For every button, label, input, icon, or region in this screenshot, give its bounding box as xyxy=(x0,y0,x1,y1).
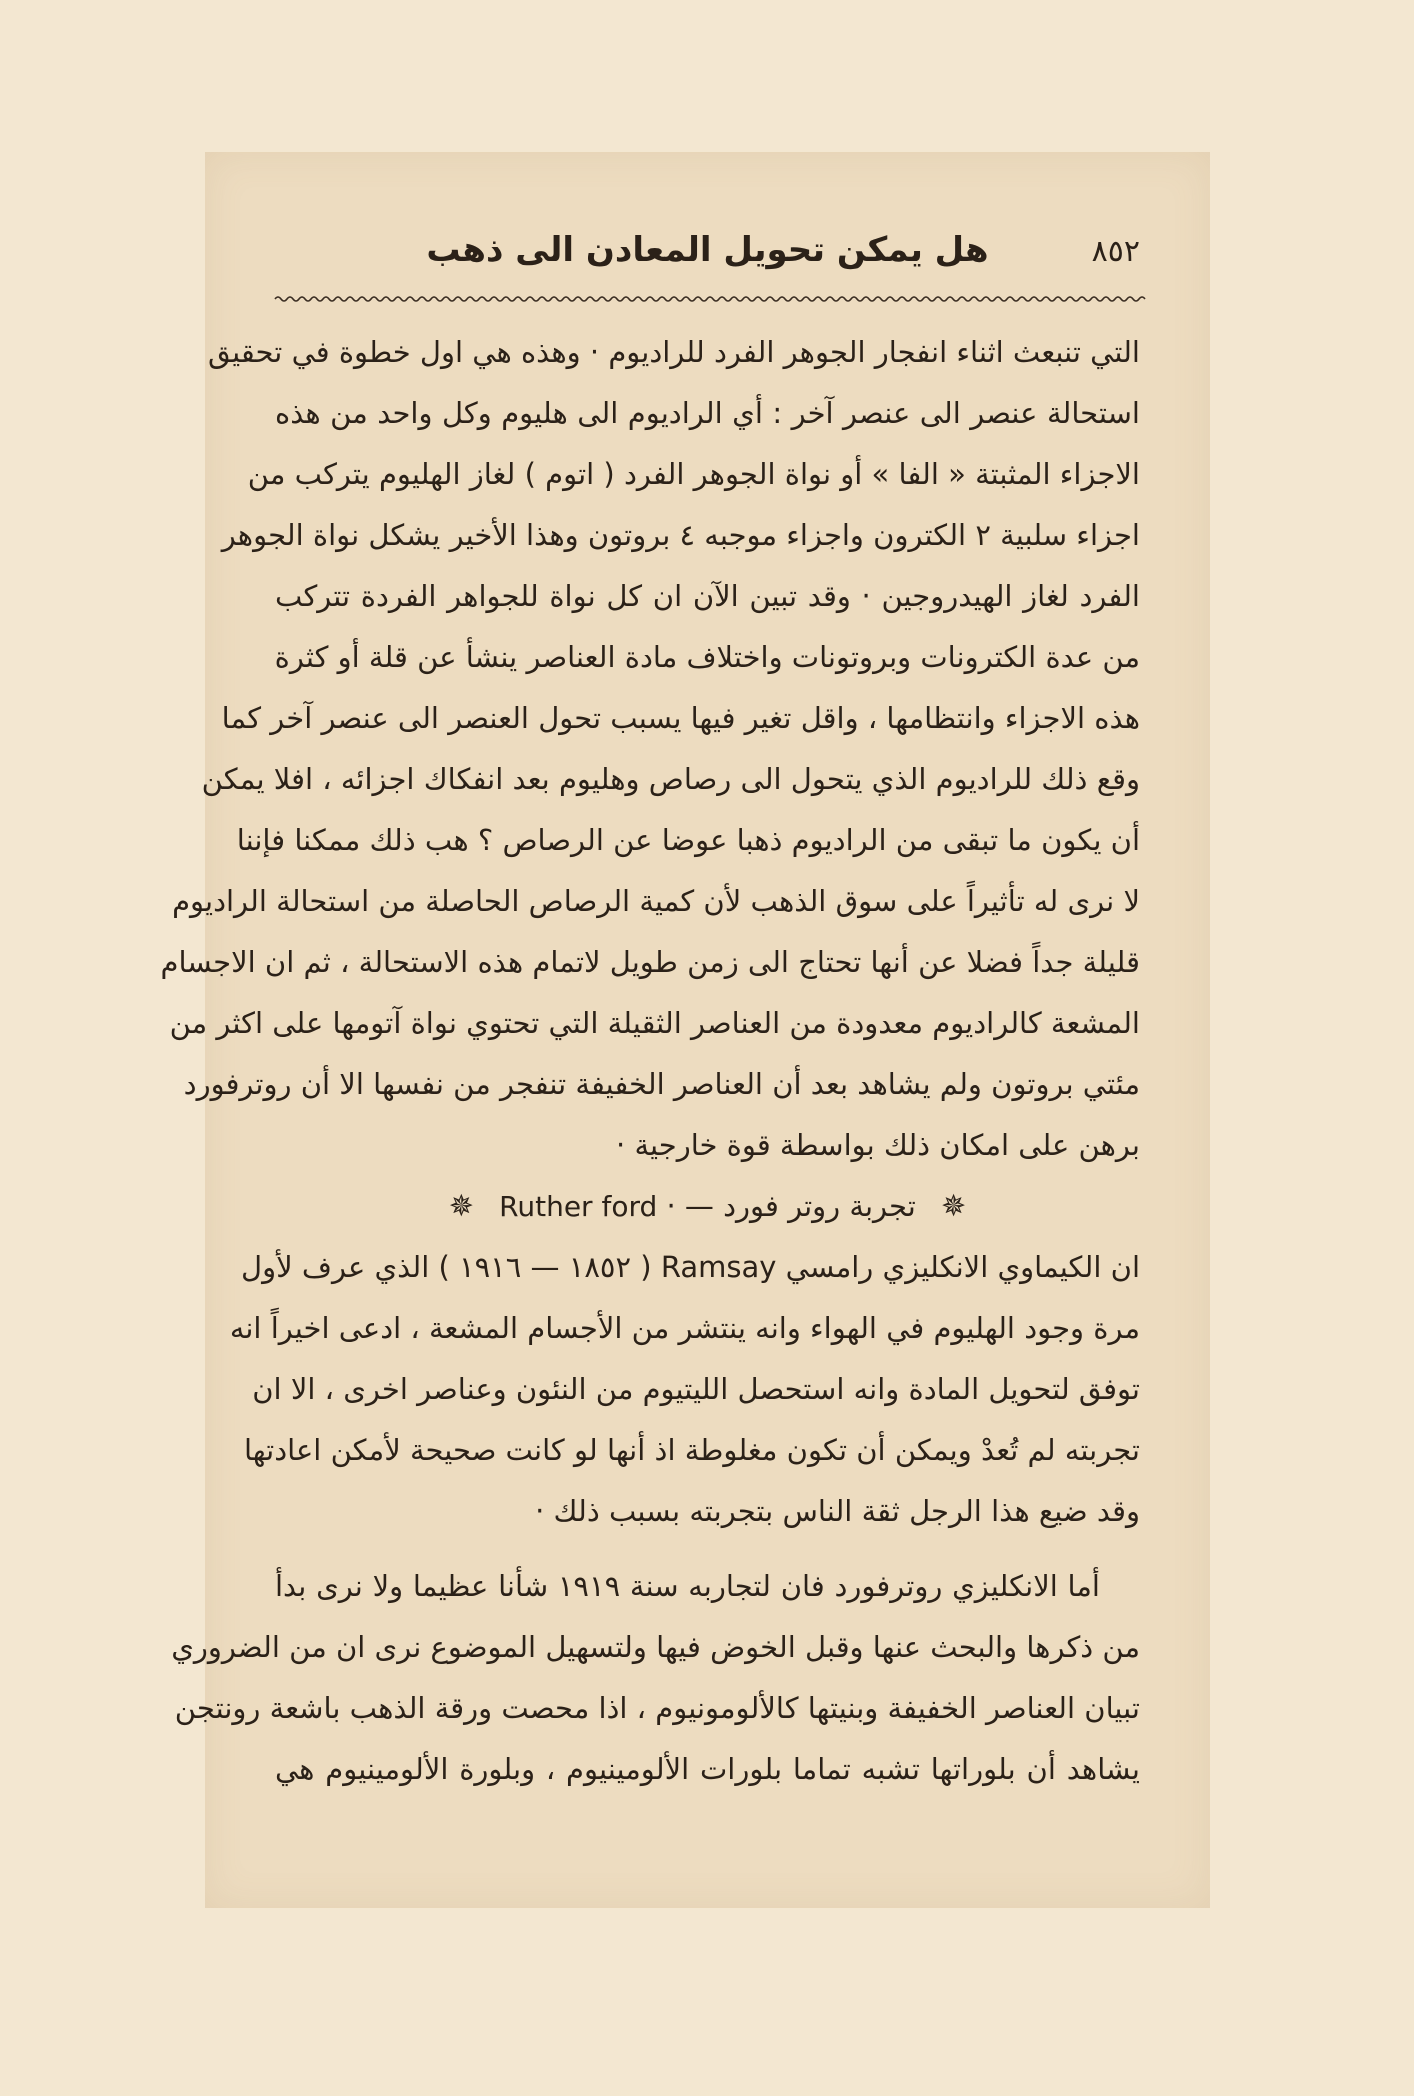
page-number: ٨٥٢ xyxy=(1091,234,1140,269)
page-body xyxy=(160,322,1140,1800)
section-heading-latin: Ruther ford xyxy=(499,1190,658,1223)
text-line: قليلة جداً فضلا عن أنها تحتاج الى زمن طويل لاتمام هذه الاستحالة ، ثم ان الاجسام xyxy=(160,945,1140,979)
paragraph-2 xyxy=(229,1237,1140,1542)
text-line: مرة وجود الهليوم في الهواء وانه ينتشر من الأجسام المشعة ، ادعى اخيراً انه xyxy=(229,1311,1140,1345)
book-page xyxy=(160,152,1210,1908)
text-line: أن يكون ما تبقى من الراديوم ذهبا عوضا عن الرصاص ؟ هب ذلك ممكنا فإننا xyxy=(236,823,1140,857)
text-line: وقع ذلك للراديوم الذي يتحول الى رصاص وهليوم بعد انفكاك اجزائه ، افلا يمكن xyxy=(201,762,1140,796)
text-line: هذه الاجزاء وانتظامها ، واقل تغير فيها يسبب تحول العنصر الى عنصر آخر كما xyxy=(221,701,1140,735)
text-line: استحالة عنصر الى عنصر آخر : أي الراديوم الى هليوم وكل واحد من هذه xyxy=(275,396,1140,430)
section-heading-arabic: تجربة روتر فورد — · xyxy=(666,1189,916,1223)
text-line: المشعة كالراديوم معدودة من العناصر الثقيلة التي تحتوي نواة آتومها على اكثر من xyxy=(169,1006,1140,1040)
text-line: مئتي بروتون ولم يشاهد بعد أن العناصر الخفيفة تنفجر من نفسها الا أن روترفورد xyxy=(183,1067,1140,1101)
text-line: الفرد لغاز الهيدروجين · وقد تبين الآن ان كل نواة للجواهر الفردة تتركب xyxy=(275,579,1140,613)
text-line: توفق لتحويل المادة وانه استحصل الليتيوم من النئون وعناصر اخرى ، الا ان xyxy=(252,1372,1140,1406)
text-line: ان الكيماوي الانكليزي رامسي Ramsay ( ١٨٥٢ — ١٩١٦ ) الذي عرف لأول xyxy=(241,1250,1140,1284)
paragraph-1 xyxy=(160,322,1140,1176)
paragraph-3 xyxy=(171,1556,1140,1800)
text-line: الاجزاء المثبتة « الفا » أو نواة الجوهر الفرد ( اتوم ) لغاز الهليوم يتركب من xyxy=(247,457,1140,491)
text-line: يشاهد أن بلوراتها تشبه تماما بلورات الألومينيوم ، وبلورة الألومينيوم هي xyxy=(275,1752,1140,1786)
text-line: التي تنبعث اثناء انفجار الجوهر الفرد للراديوم · وهذه هي اول خطوة في تحقيق xyxy=(207,335,1140,369)
text-line: وقد ضيع هذا الرجل ثقة الناس بتجربته بسبب ذلك · xyxy=(535,1494,1140,1528)
text-line: اجزاء سلبية ٢ الكترون واجزاء موجبه ٤ بروتون وهذا الأخير يشكل نواة الجوهر xyxy=(221,518,1140,552)
header-wavy-rule xyxy=(275,294,1140,304)
text-line: تجربته لم تُعدْ ويمكن أن تكون مغلوطة اذ أنها لو كانت صحيحة لأمكن اعادتها xyxy=(243,1433,1140,1467)
text-line: تبيان العناصر الخفيفة وبنيتها كالألومونيوم ، اذا محصت ورقة الذهب باشعة رونتجن xyxy=(174,1691,1140,1725)
section-heading xyxy=(275,1176,1140,1237)
ornament-icon: ✵ xyxy=(448,1189,474,1224)
text-line: برهن على امكان ذلك بواسطة قوة خارجية · xyxy=(616,1128,1140,1162)
text-line: من عدة الكترونات وبروتونات واختلاف مادة العناصر ينشأ عن قلة أو كثرة xyxy=(274,640,1140,674)
ornament-icon: ✵ xyxy=(941,1189,967,1224)
running-title: هل يمكن تحويل المعادن الى ذهب xyxy=(426,230,989,270)
text-line: أما الانكليزي روترفورد فان لتجاربه سنة ١٩١٩ شأنا عظيما ولا نرى بدأ xyxy=(275,1569,1100,1603)
page-header xyxy=(275,226,1140,286)
text-line: من ذكرها والبحث عنها وقبل الخوض فيها ولتسهيل الموضوع نرى ان من الضروري xyxy=(171,1630,1140,1664)
text-line: لا نرى له تأثيراً على سوق الذهب لأن كمية الرصاص الحاصلة من استحالة الراديوم xyxy=(172,884,1140,918)
